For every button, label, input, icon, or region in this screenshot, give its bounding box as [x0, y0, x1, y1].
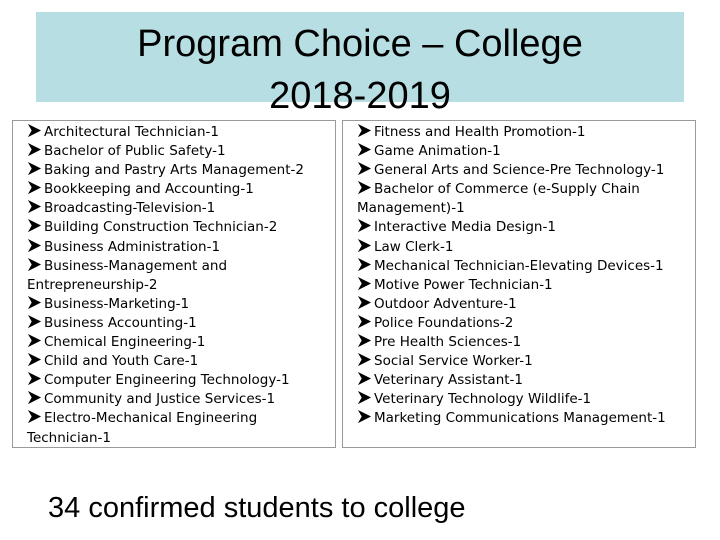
program-name: Community and Justice Services-1: [44, 391, 276, 408]
arrowhead-bullet-icon: [357, 314, 372, 329]
left-program-list: [13, 121, 335, 448]
program-list-item: [27, 257, 329, 295]
arrowhead-bullet-icon: [357, 161, 372, 176]
program-list-item: [27, 218, 329, 237]
program-list-item: [27, 199, 329, 218]
right-program-column: [342, 120, 696, 448]
program-list-item: [357, 161, 689, 180]
arrowhead-bullet-icon: [357, 123, 372, 138]
program-list-item: [27, 371, 329, 390]
program-name: Business-Marketing-1: [44, 295, 190, 312]
program-name: Bachelor of Commerce (e-Supply Chain Management)-1: [357, 181, 640, 217]
program-list-item: [357, 409, 689, 428]
program-list-item: [27, 238, 329, 257]
program-name: Business Administration-1: [44, 238, 221, 255]
arrowhead-bullet-icon: [357, 142, 372, 157]
program-list-item: [27, 314, 329, 333]
program-name: Baking and Pastry Arts Management-2: [44, 162, 304, 179]
slide-title: Program Choice – College: [137, 23, 583, 65]
arrowhead-bullet-icon: [27, 238, 42, 253]
arrowhead-bullet-icon: [27, 295, 42, 310]
program-name: Interactive Media Design-1: [374, 219, 556, 236]
arrowhead-bullet-icon: [357, 371, 372, 386]
program-list-item: [357, 390, 689, 409]
confirmed-students-summary: 34 confirmed students to college: [48, 492, 466, 524]
program-list-item: [357, 123, 689, 142]
program-list-item: [357, 180, 689, 218]
program-name: Veterinary Assistant-1: [374, 372, 524, 389]
program-list-item: [27, 333, 329, 352]
program-list-item: [27, 180, 329, 199]
slide-subtitle-year: 2018-2019: [269, 75, 451, 117]
program-list-item: [27, 161, 329, 180]
program-name: Veterinary Technology Wildlife-1: [374, 391, 592, 408]
program-list-item: [357, 257, 689, 276]
arrowhead-bullet-icon: [27, 371, 42, 386]
program-name: Game Animation-1: [374, 143, 501, 160]
program-list-item: [357, 314, 689, 333]
arrowhead-bullet-icon: [357, 257, 372, 272]
program-list-item: [357, 333, 689, 352]
arrowhead-bullet-icon: [357, 333, 372, 348]
program-list-item: [27, 123, 329, 142]
program-name: Business Accounting-1: [44, 314, 197, 331]
program-name: Outdoor Adventure-1: [374, 295, 517, 312]
program-list-item: [357, 142, 689, 161]
arrowhead-bullet-icon: [357, 352, 372, 367]
program-name: Fitness and Health Promotion-1: [374, 124, 586, 140]
arrowhead-bullet-icon: [27, 123, 42, 138]
program-name: Bookkeeping and Accounting-1: [44, 181, 254, 198]
program-name: Computer Engineering Technology-1: [44, 372, 290, 389]
arrowhead-bullet-icon: [357, 409, 372, 424]
program-list-item: [27, 352, 329, 371]
program-name: Architectural Technician-1: [44, 124, 219, 140]
program-name: Building Construction Technician-2: [44, 219, 278, 236]
arrowhead-bullet-icon: [27, 257, 42, 272]
program-name: Mechanical Technician-Elevating Devices-1: [374, 257, 664, 274]
program-list-item: [357, 276, 689, 295]
arrowhead-bullet-icon: [27, 161, 42, 176]
program-name: Police Foundations-2: [374, 314, 514, 331]
title-banner: [36, 12, 684, 117]
arrowhead-bullet-icon: [27, 333, 42, 348]
program-list-item: [27, 142, 329, 161]
program-list-item: [357, 218, 689, 237]
arrowhead-bullet-icon: [357, 276, 372, 291]
program-name: Marketing Communications Management-1: [374, 410, 666, 427]
arrowhead-bullet-icon: [357, 180, 372, 195]
program-name: Chemical Engineering-1: [44, 334, 206, 351]
arrowhead-bullet-icon: [357, 295, 372, 310]
program-list-item: [357, 238, 689, 257]
arrowhead-bullet-icon: [27, 218, 42, 233]
program-list-item: [27, 295, 329, 314]
arrowhead-bullet-icon: [357, 390, 372, 405]
arrowhead-bullet-icon: [27, 390, 42, 405]
program-name: Electro-Mechanical Engineering Technician-1: [27, 410, 258, 446]
program-name: Child and Youth Care-1: [44, 353, 199, 370]
arrowhead-bullet-icon: [27, 409, 42, 424]
program-name: Broadcasting-Television-1: [44, 200, 216, 217]
arrowhead-bullet-icon: [357, 218, 372, 233]
program-name: Business-Management and Entrepreneurship-2: [27, 257, 228, 293]
arrowhead-bullet-icon: [27, 352, 42, 367]
program-list-item: [357, 371, 689, 390]
arrowhead-bullet-icon: [27, 180, 42, 195]
right-program-list: [343, 121, 695, 429]
program-list-item: [27, 390, 329, 409]
arrowhead-bullet-icon: [27, 314, 42, 329]
program-name: Social Service Worker-1: [374, 353, 533, 370]
program-list-item: [357, 295, 689, 314]
program-name: Motive Power Technician-1: [374, 276, 553, 293]
left-program-column: [12, 120, 336, 448]
program-list-item: [27, 409, 329, 447]
arrowhead-bullet-icon: [357, 238, 372, 253]
program-name: Pre Health Sciences-1: [374, 334, 522, 351]
arrowhead-bullet-icon: [27, 142, 42, 157]
program-list-item: [357, 352, 689, 371]
program-name: Law Clerk-1: [374, 238, 454, 255]
program-name: General Arts and Science-Pre Technology-1: [374, 162, 665, 179]
arrowhead-bullet-icon: [27, 199, 42, 214]
program-name: Bachelor of Public Safety-1: [44, 143, 226, 160]
